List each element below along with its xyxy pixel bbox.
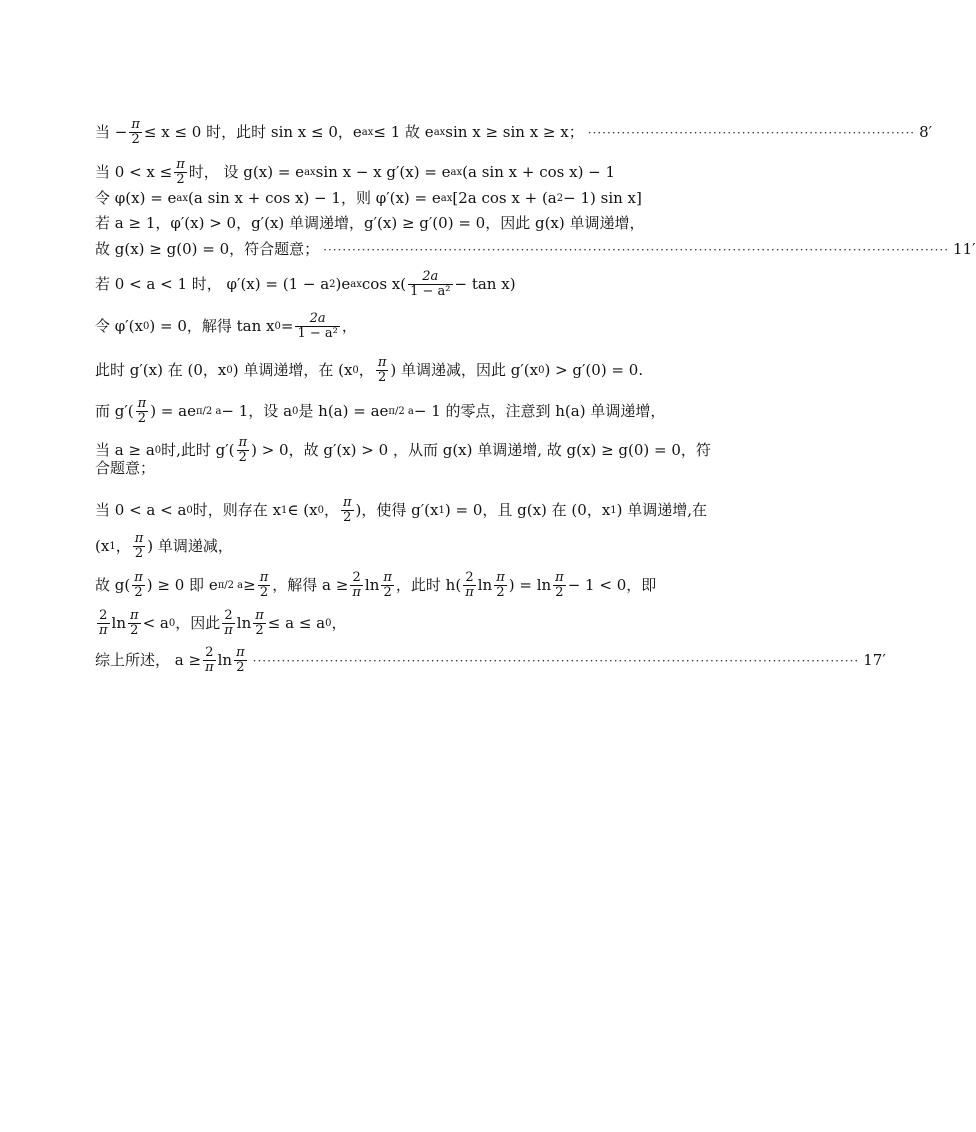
text: ，	[341, 317, 357, 336]
line-7: 令 φ′(x 0 ) = 0，解得 tan x 0 = $\frac{2a}{\text{1 − a²}}$ ，	[95, 311, 357, 342]
text: ) 单调递减，	[147, 537, 233, 556]
fraction	[174, 158, 187, 188]
text: 此时 g′(x) 在 (0，x	[95, 361, 227, 380]
text: ) ≥ 0 即 e	[146, 576, 218, 595]
text: ) 单调递增,在	[616, 501, 708, 520]
text: ) = ln	[508, 576, 552, 595]
frac-num: π	[377, 355, 387, 370]
frac-num: π	[134, 531, 144, 546]
text: ln	[236, 614, 252, 633]
fraction	[463, 571, 476, 601]
fraction	[295, 312, 339, 342]
frac-den: π	[224, 623, 233, 639]
line-4	[95, 216, 715, 231]
frac-num: 2	[465, 570, 474, 585]
line-16	[95, 645, 886, 676]
score-mark: 8′	[919, 123, 933, 142]
frac-num: π	[176, 157, 185, 172]
frac-num: 2	[99, 608, 108, 623]
text: ln	[111, 614, 127, 633]
frac-num: 2	[352, 570, 361, 585]
leader-dots: ··································································································································	[323, 242, 950, 257]
fraction	[381, 571, 394, 601]
frac-den: 2	[236, 660, 245, 676]
line-3: 令 φ(x) = e ax (a sin x + cos x) − 1，则 φ′(x) = e ax [2a cos x + (a 2 − 1) sin x]	[95, 189, 642, 207]
text: 时，则存在 x	[192, 501, 282, 520]
text: ) = ae	[150, 402, 196, 421]
text: 时， 设 g(x) = e	[188, 163, 305, 182]
fraction	[97, 609, 110, 639]
fraction	[132, 571, 145, 601]
text: − 1 的零点，注意到 h(a) 单调递增，	[413, 402, 666, 421]
text: )e	[335, 275, 351, 294]
frac-num: π	[131, 117, 140, 132]
fraction	[341, 496, 354, 526]
text: − 1 < 0，即	[567, 576, 657, 595]
text: ，	[115, 537, 131, 556]
text: =	[280, 317, 294, 336]
frac-den: 2	[134, 546, 144, 562]
text: < a	[142, 614, 169, 633]
frac-num: 2	[205, 645, 214, 660]
text: ≤ x ≤ 0 时，此时 sin x ≤ 0，e	[143, 123, 362, 142]
score-mark: 11′	[953, 240, 976, 258]
text: ∈ (x	[287, 501, 318, 520]
text: 若 a ≥ 1，φ′(x) > 0，g′(x) 单调递增，g′(x) ≥ g′(0) = 0，因此 g(x) 单调递增，	[95, 214, 645, 232]
fraction	[350, 571, 363, 601]
frac-num: 2a	[422, 269, 439, 284]
text: ln	[217, 651, 233, 670]
frac-den: 2	[496, 585, 505, 601]
fraction	[376, 356, 389, 386]
frac-num: π	[238, 435, 248, 450]
frac-den: π	[465, 585, 474, 601]
text: (x	[95, 537, 110, 556]
frac-num: π	[383, 570, 392, 585]
frac-den: 1 − a²	[297, 326, 338, 342]
frac-den: 2	[555, 585, 564, 601]
fraction	[494, 571, 507, 601]
frac-den: 2	[383, 585, 392, 601]
text: 时,此时 g′(	[161, 441, 235, 460]
fraction	[203, 646, 216, 676]
text: ，因此	[175, 614, 221, 633]
text: ，	[323, 501, 339, 520]
text: sin x ≥ sin x ≥ x；	[445, 123, 584, 142]
line-9: 而 g′( $\frac{\pi}{2}$ ) = ae π/2 a − 1，设 a 0 是 h(a) = ae π/2 a − 1 的零点，注意到 h(a) 单调递增，	[95, 396, 666, 427]
frac-den: 2	[255, 623, 264, 639]
frac-num: π	[255, 608, 264, 623]
text: 当 0 < x ≤	[95, 163, 173, 182]
text: − 1，设 a	[221, 402, 293, 421]
frac-den: 2	[259, 585, 269, 601]
line-6: 若 0 < a < 1 时， φ′(x) = (1 − a 2 )e ax cos x( $\frac{2a}{\text{1 − a²}}$ − tan x)	[95, 269, 516, 300]
fraction	[408, 270, 452, 300]
leader-dots: ······························································································································	[252, 653, 860, 668]
text: − 1) sin x]	[563, 189, 642, 207]
text: 故 g(	[95, 576, 131, 595]
text: ) = 0，解得 tan x	[149, 317, 275, 336]
text: ) 单调递增，在 (x	[232, 361, 353, 380]
frac-num: π	[134, 570, 143, 585]
text: ln	[364, 576, 380, 595]
frac-den: 2	[134, 585, 143, 601]
frac-den: 2	[176, 172, 185, 188]
line-10: 当 a ≥ a 0 时,此时 g′( $\frac{\pi}{2}$ ) > 0，故 g′(x) > 0 ，从而 g(x) 单调递增, 故 g(x) ≥ g(0) = 0，符	[95, 435, 711, 466]
text: (a sin x + cos x) − 1	[462, 163, 616, 182]
text: ≤ 1 故 e	[373, 123, 434, 142]
text: cos x(	[361, 275, 407, 294]
text: ≤ a ≤ a	[267, 614, 326, 633]
fraction	[129, 118, 142, 148]
text: 令 φ(x) = e	[95, 189, 177, 207]
text: 综上所述， a ≥	[95, 651, 202, 670]
line-12: 当 0 < a < a 0 时，则存在 x 1 ∈ (x 0 ， $\frac{\pi}{2}$ )，使得 g′(x 1 ) = 0，且 g(x) 在 (0，x 1 ) 单调递增,在	[95, 495, 708, 526]
frac-num: π	[130, 608, 139, 623]
line-11	[95, 461, 715, 476]
frac-num: 2	[224, 608, 233, 623]
text: (a sin x + cos x) − 1，则 φ′(x) = e	[188, 189, 441, 207]
fraction	[222, 609, 235, 639]
frac-den: 2	[131, 132, 140, 148]
text: ≥	[243, 576, 256, 595]
text: 若 0 < a < 1 时， φ′(x) = (1 − a	[95, 275, 330, 294]
text: 合题意；	[95, 459, 156, 477]
text: ) = 0，且 g(x) 在 (0，x	[444, 501, 611, 520]
text: 令 φ′(x	[95, 317, 143, 336]
line-2: 当 0 < x ≤ $\frac{\pi}{2}$ 时， 设 g(x) = e ax sin x − x g′(x) = e ax (a sin x + cos x) − 1	[95, 157, 616, 188]
frac-den: π	[205, 660, 214, 676]
fraction	[234, 646, 247, 676]
frac-den: π	[99, 623, 108, 639]
fraction	[133, 532, 146, 562]
text: sin x − x g′(x) = e	[315, 163, 451, 182]
fraction	[136, 397, 149, 427]
leader-dots: ····································································	[587, 125, 916, 140]
text: 是 h(a) = ae	[298, 402, 389, 421]
text: − tan x)	[454, 275, 516, 294]
frac-den: π	[352, 585, 361, 601]
score-mark: 17′	[863, 651, 886, 670]
text: ln	[477, 576, 493, 595]
line-13: (x 1 ， $\frac{\pi}{2}$ ) 单调递减，	[95, 531, 233, 562]
text: ，此时 h(	[395, 576, 462, 595]
line-8: 此时 g′(x) 在 (0，x 0 ) 单调递增，在 (x 0 ， $\frac{\pi}{2}$ ) 单调递减，因此 g′(x 0 ) > g′(0) = 0.	[95, 355, 644, 386]
frac-num: π	[236, 645, 245, 660]
frac-num: π	[259, 570, 269, 585]
frac-den: 2	[137, 411, 147, 427]
fraction	[258, 571, 271, 601]
fraction	[553, 571, 566, 601]
frac-den: 1 − a²	[410, 284, 451, 300]
frac-num: π	[555, 570, 564, 585]
text: ) > g′(0) = 0.	[544, 361, 644, 380]
frac-num: π	[496, 570, 505, 585]
text: ，	[331, 614, 347, 633]
line-14: 故 g( $\frac{\pi}{2}$ ) ≥ 0 即 e π/2 a ≥ $\frac{\pi}{2}$ ，解得 a ≥ $\frac{2}{\pi}$ ln $\frac{\pi}{2}$ ，此时 h( $\frac{2}{\pi}$ ln $\frac{\pi}{2}$ ) = ln $\frac{\pi}{2}$ − 1 < 0，即	[95, 570, 657, 601]
frac-den: 2	[130, 623, 139, 639]
text: 而 g′(	[95, 402, 134, 421]
frac-den: 2	[377, 370, 387, 386]
text: 故 g(x) ≥ g(0) = 0，符合题意；	[95, 240, 320, 258]
line-15: $\frac{2}{\pi}$ ln $\frac{\pi}{2}$ < a 0 ，因此 $\frac{2}{\pi}$ ln $\frac{\pi}{2}$ ≤ a ≤ a 0 ，	[99, 608, 347, 639]
text: ，解得 a ≥	[272, 576, 349, 595]
fraction	[128, 609, 141, 639]
text: ) > 0，故 g′(x) > 0 ，从而 g(x) 单调递增, 故 g(x) ≥ g(0) = 0，符	[251, 441, 711, 460]
fraction	[253, 609, 266, 639]
frac-den: 2	[238, 450, 247, 466]
line-1: 当 − $\frac{\pi}{2}$ ≤ x ≤ 0 时，此时 sin x ≤ 0，e ax ≤ 1 故 e ax sin x ≥ sin x ≥ x； ···································································· 8′	[95, 117, 933, 148]
frac-num: π	[342, 495, 352, 510]
frac-den: 2	[343, 510, 352, 526]
text: ) 单调递减，因此 g′(x	[390, 361, 539, 380]
text: 当 −	[95, 123, 128, 142]
frac-num: 2a	[309, 311, 326, 326]
text: )，使得 g′(x	[355, 501, 439, 520]
text: ，	[358, 361, 374, 380]
text: [2a cos x + (a	[452, 189, 557, 207]
frac-num: π	[137, 396, 147, 411]
text: 当 a ≥ a	[95, 441, 155, 460]
line-5	[95, 240, 976, 258]
text: 当 0 < a < a	[95, 501, 187, 520]
